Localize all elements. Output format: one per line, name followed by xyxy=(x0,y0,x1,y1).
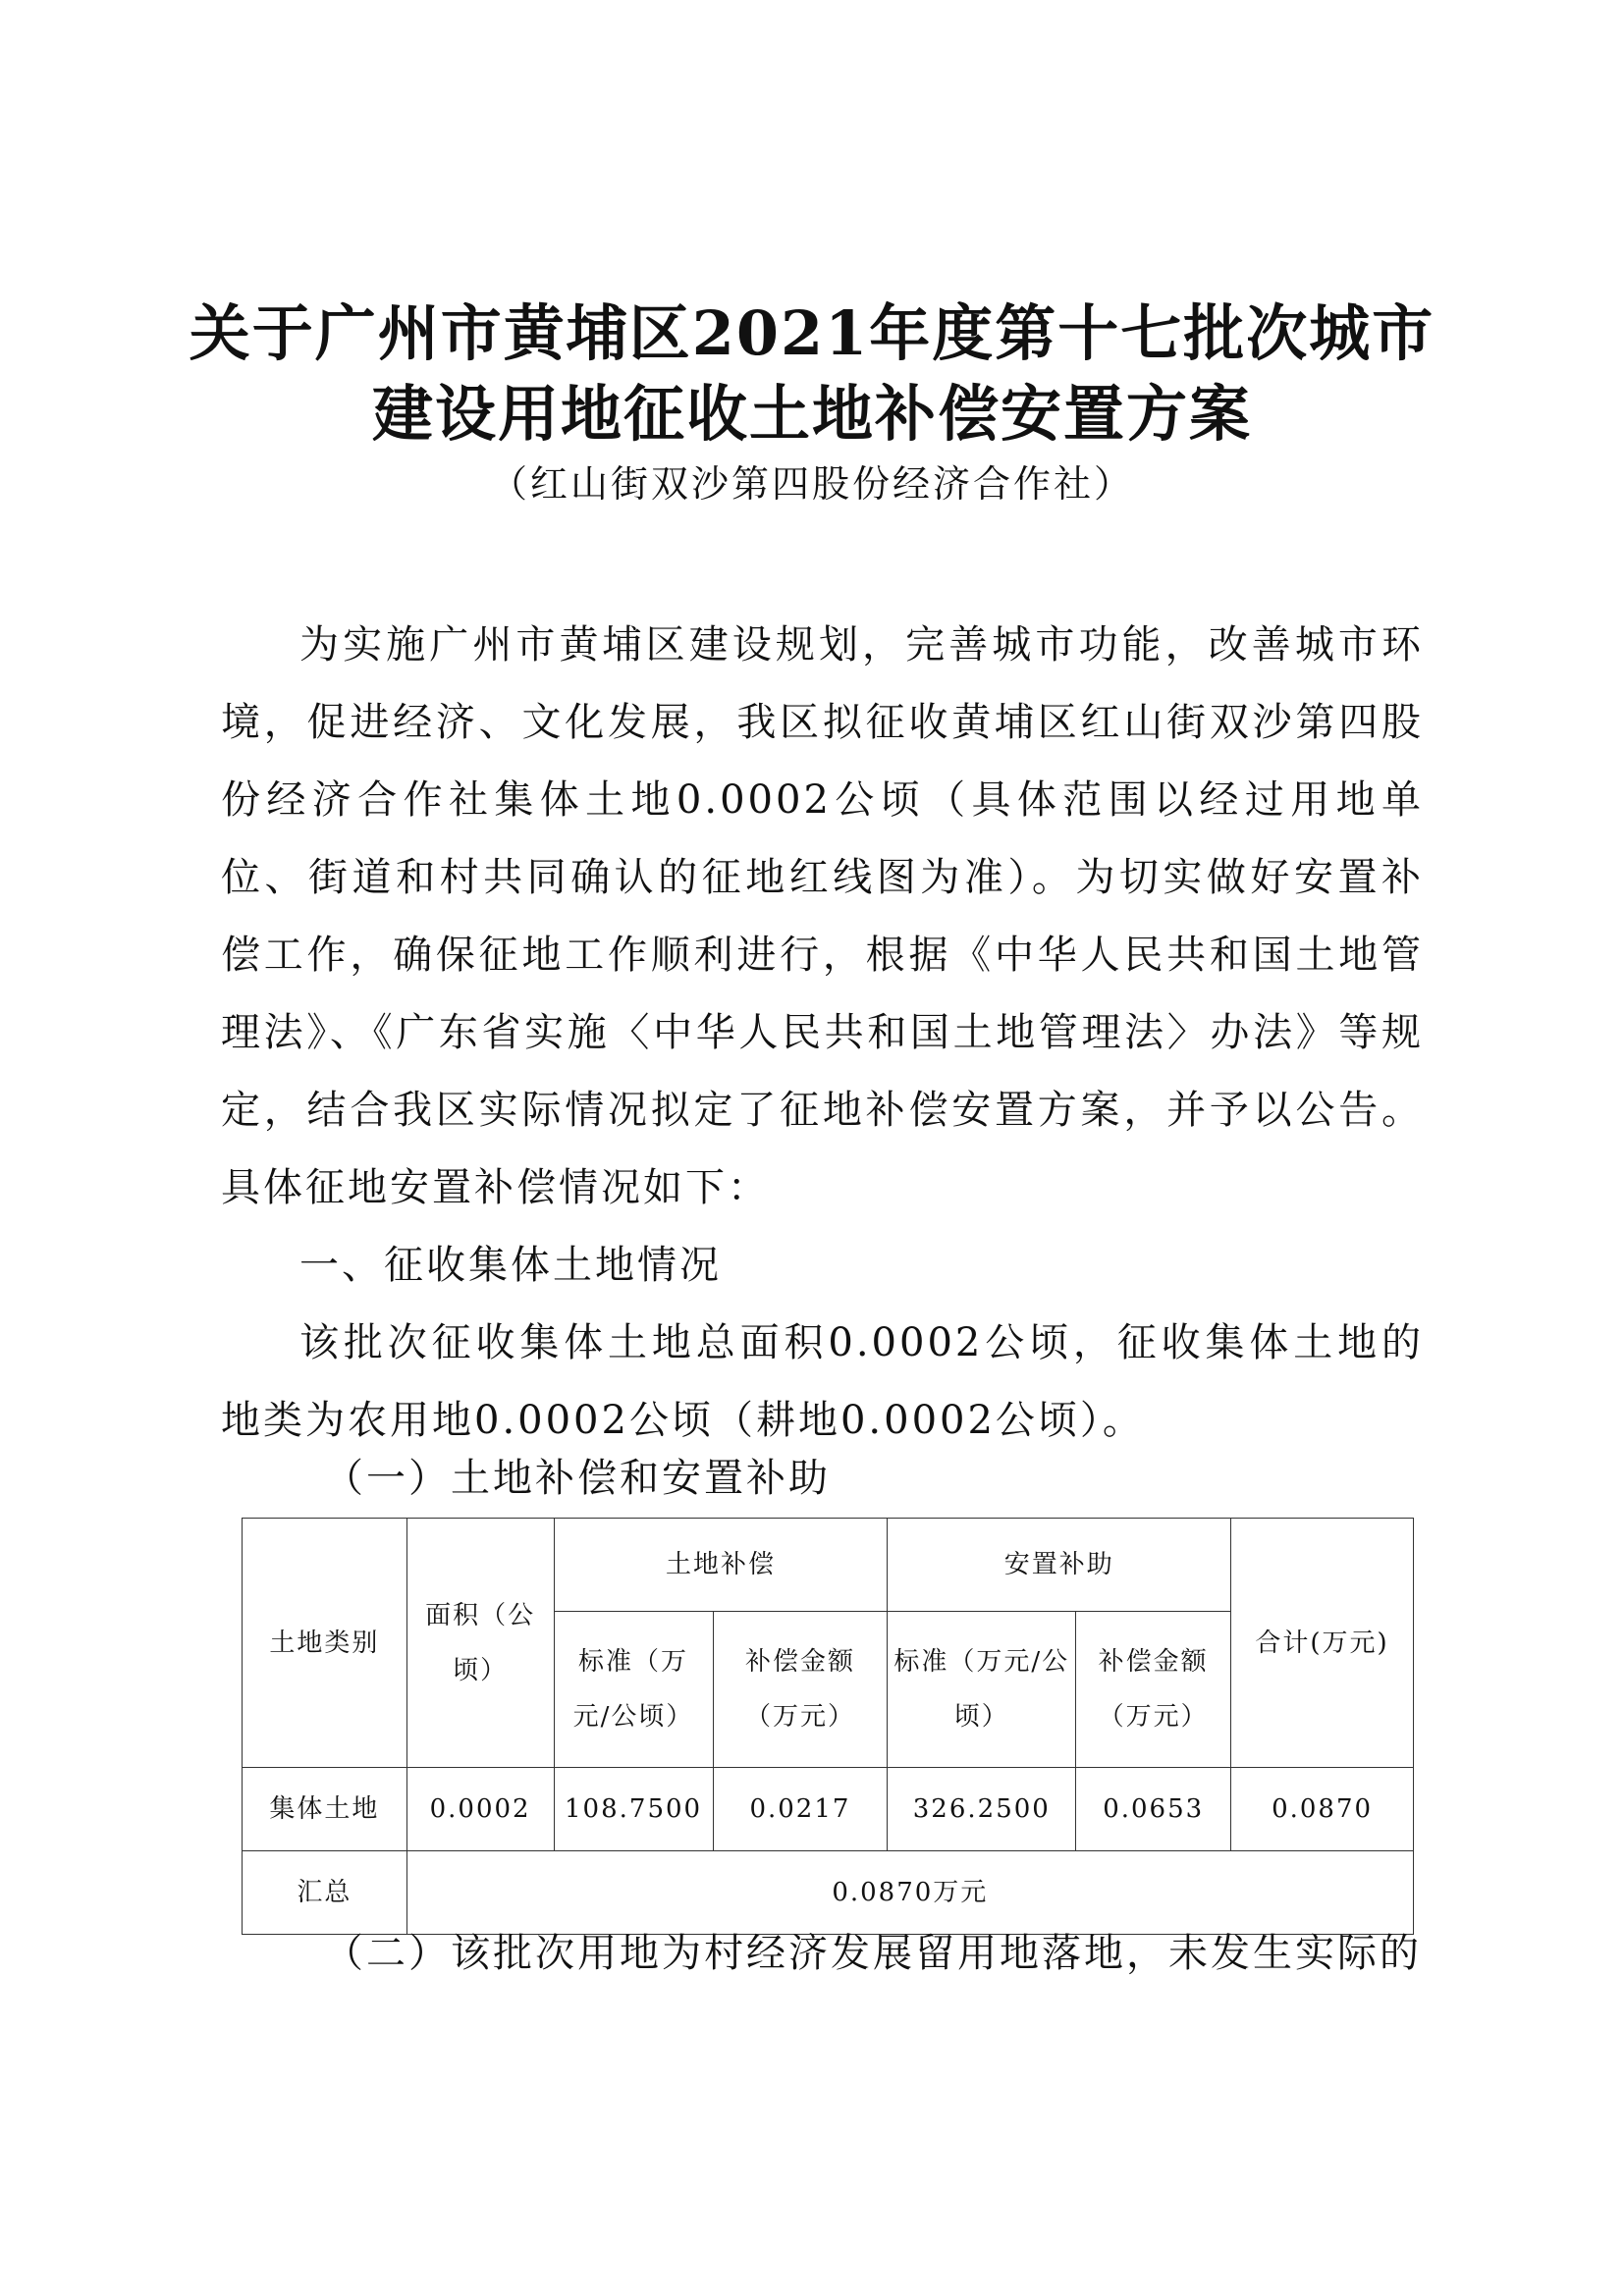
header-rs-standard: 标准（万元/公顷） xyxy=(888,1612,1076,1768)
document-title-line-2: 建设用地征收土地补偿安置方案 xyxy=(371,378,1252,450)
header-lc-amount: 补偿金额（万元） xyxy=(713,1612,888,1768)
header-land-compensation: 土地补偿 xyxy=(554,1519,888,1612)
document-body xyxy=(221,607,1424,1460)
table-row xyxy=(243,1768,1414,1851)
header-land-type: 土地类别 xyxy=(243,1519,407,1768)
header-area: 面积（公顷） xyxy=(406,1519,554,1768)
header-resettlement-subsidy: 安置补助 xyxy=(888,1519,1231,1612)
header-lc-standard: 标准（万元/公顷） xyxy=(554,1612,713,1768)
cell-total: 0.0870 xyxy=(1231,1768,1414,1851)
section-1-heading: 一、征收集体土地情况 xyxy=(299,1243,722,1288)
table-summary-row xyxy=(243,1851,1414,1935)
cell-land-type: 集体土地 xyxy=(243,1768,407,1851)
intro-paragraph: 为实施广州市黄埔区建设规划，完善城市功能，改善城市环境，促进经济、文化发展，我区拟征收黄埔区红山街双沙第四股份经济合作社集体土地0.0002公顷（具体范围以经过用地单位、街道和村共同确认的征地红线图为准）。为切实做好安置补偿工作，确保征地工作顺利进行，根据《中华人民共和国土地管理法》、《广东省实施〈中华人民共和国土地管理法〉办法》等规定，结合我区实际情况拟定了征地补偿安置方案，并予以公告。具体征地安置补偿情况如下： xyxy=(221,622,1424,1210)
document-title-line-1: 关于广州市黄埔区2021年度第十七批次城市 xyxy=(189,297,1435,369)
summary-value: 0.0870万元 xyxy=(406,1851,1413,1935)
sub-heading-2-partial: （二）该批次用地为村经济发展留用地落地，未发生实际的 xyxy=(324,1931,1422,1976)
cell-rs-standard: 326.2500 xyxy=(888,1768,1076,1851)
compensation-table xyxy=(242,1518,1414,1935)
summary-label: 汇总 xyxy=(243,1851,407,1935)
cell-rs-amount: 0.0653 xyxy=(1076,1768,1231,1851)
sub-heading-land-compensation: （一）土地补偿和安置补助 xyxy=(324,1456,831,1501)
table-header-row-1 xyxy=(243,1519,1414,1612)
cell-lc-standard: 108.7500 xyxy=(554,1768,713,1851)
section-1-paragraph: 该批次征收集体土地总面积0.0002公顷，征收集体土地的地类为农用地0.0002公顷（耕地0.0002公顷）。 xyxy=(221,1320,1424,1443)
header-total: 合计(万元) xyxy=(1231,1519,1414,1768)
header-rs-amount: 补偿金额（万元） xyxy=(1076,1612,1231,1768)
cell-area: 0.0002 xyxy=(406,1768,554,1851)
cell-lc-amount: 0.0217 xyxy=(713,1768,888,1851)
document-subtitle: （红山街双沙第四股份经济合作社） xyxy=(489,462,1134,506)
